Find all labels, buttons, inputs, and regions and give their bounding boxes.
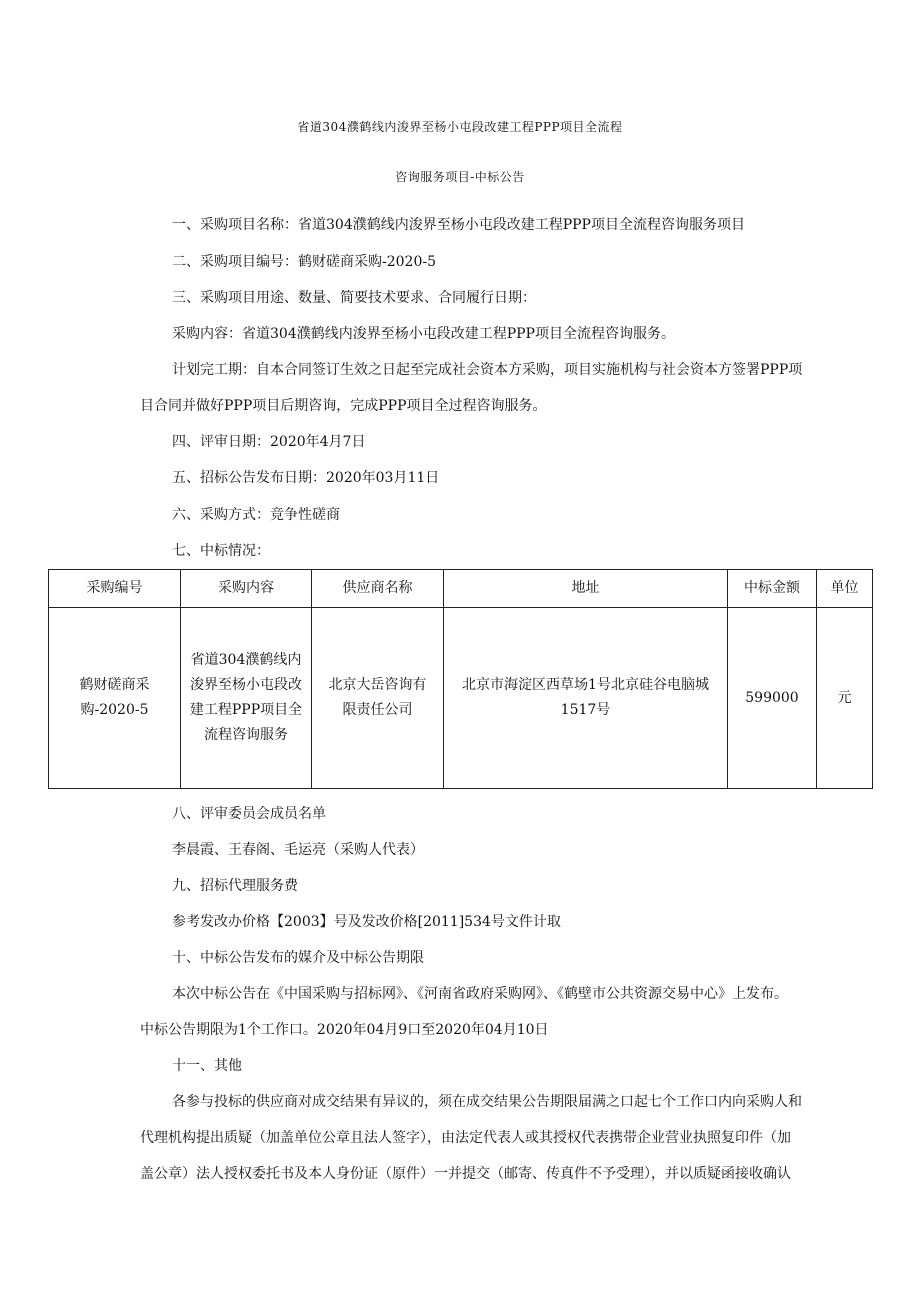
header-unit: 单位 [817, 570, 873, 608]
section-media: 十、中标公告发布的媒介及中标公告期限 [172, 950, 424, 966]
agency-fee-basis: 参考发改办价格【2003】号及发改价格[2011]534号文件计取 [172, 914, 561, 930]
other-line-1: 各参与投标的供应商对成交结果有异议的，须在成交结果公告期限届满之口起七个工作口内向采购人和 [172, 1094, 802, 1110]
section-other: 十一、其他 [172, 1058, 242, 1074]
section-publish-date: 五、招标公告发布日期：2020年03月11日 [172, 470, 440, 486]
section-review-date: 四、评审日期：2020年4月7日 [172, 434, 366, 450]
title-line-1: 省道304濮鹤线内浚界至杨小屯段改建工程PPP项目全流程 [297, 120, 623, 134]
section-award-status: 七、中标情况： [172, 543, 270, 559]
section-project-code: 二、采购项目编号：鹤财磋商采购-2020-5 [172, 254, 436, 270]
header-content: 采购内容 [181, 570, 312, 608]
cell-code: 鹤财磋商采购-2020-5 [49, 608, 181, 789]
header-address: 地址 [444, 570, 728, 608]
award-table [48, 569, 873, 789]
section-procurement-method: 六、采购方式：竞争性磋商 [172, 507, 340, 523]
cell-content: 省道304濮鹤线内浚界至杨小屯段改建工程PPP项目全流程咨询服务 [181, 608, 312, 789]
section-committee: 八、评审委员会成员名单 [172, 806, 326, 822]
header-supplier: 供应商名称 [312, 570, 444, 608]
committee-members: 李晨霞、王春阁、毛运亮（采购人代表） [172, 842, 424, 858]
cell-address: 北京市海淀区西草场1号北京硅谷电脑城1517号 [444, 608, 728, 789]
planned-completion-line-2: 目合同并做好PPP项目后期咨询，完成PPP项目全过程咨询服务。 [140, 398, 547, 414]
section-project-requirements: 三、采购项目用途、数量、简要技术要求、合同履行日期： [172, 290, 536, 306]
media-line-1: 本次中标公告在《中国采购与招标网》、《河南省政府采购网》、《鹤壁市公共资源交易中心》上发布。 [172, 986, 788, 1002]
table-row [49, 608, 873, 789]
header-code: 采购编号 [49, 570, 181, 608]
header-amount: 中标金额 [728, 570, 817, 608]
table-header-row [49, 570, 873, 608]
other-line-2: 代理机构提出质疑（加盖单位公章且法人签字），由法定代表人或其授权代表携带企业营业执照复印件（加 [140, 1130, 791, 1146]
planned-completion-line-1: 计划完工期：自本合同签订生效之日起至完成社会资本方采购，项目实施机构与社会资本方签署PPP项 [172, 362, 803, 378]
other-line-3: 盖公章）法人授权委托书及本人身份证（原件）一并提交（邮寄、传真件不予受理），并以质疑函接收确认 [140, 1166, 791, 1182]
section-project-name: 一、采购项目名称：省道304濮鹤线内浚界至杨小屯段改建工程PPP项目全流程咨询服务项目 [172, 217, 745, 233]
cell-amount: 599000 [728, 608, 817, 789]
cell-unit: 元 [817, 608, 873, 789]
media-line-2: 中标公告期限为1个工作口。2020年04月9口至2020年04月10日 [140, 1022, 549, 1038]
procurement-content: 采购内容：省道304濮鹤线内浚界至杨小屯段改建工程PPP项目全流程咨询服务。 [172, 326, 675, 342]
section-agency-fee: 九、招标代理服务费 [172, 878, 298, 894]
title-line-2: 咨询服务项目-中标公告 [395, 170, 525, 184]
cell-supplier: 北京大岳咨询有限责任公司 [312, 608, 444, 789]
